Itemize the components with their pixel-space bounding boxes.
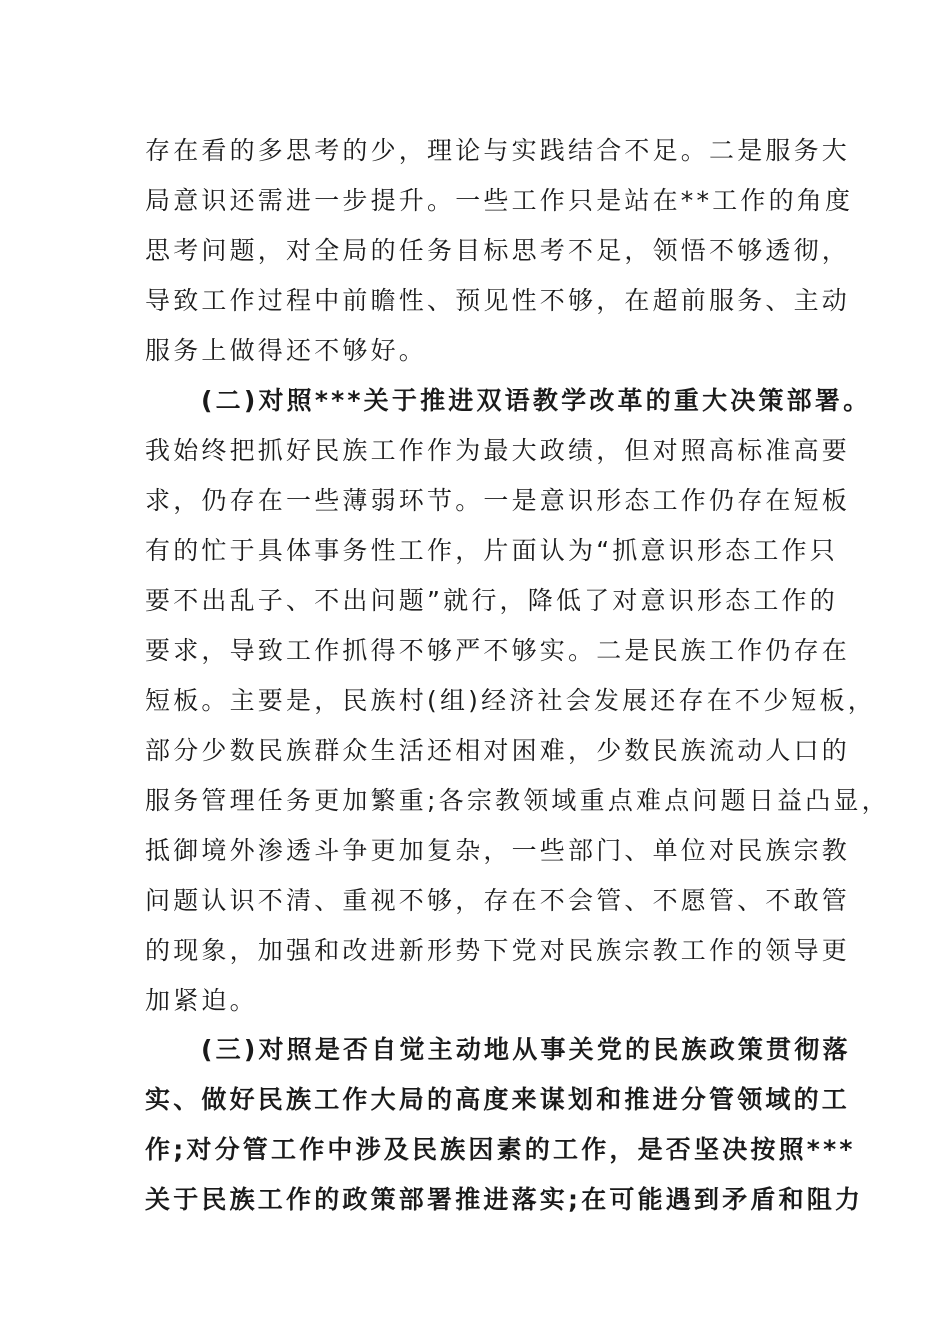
paragraph-line: 要求，导致工作抓得不够严不够实。二是民族工作仍存在 <box>145 636 851 665</box>
paragraph-line: 存在看的多思考的少，理论与实践结合不足。二是服务大 <box>145 136 851 165</box>
paragraph-line: 短板。主要是，民族村(组)经济社会发展还存在不少短板， <box>145 686 876 715</box>
paragraph-line: 问题认识不清、重视不够，存在不会管、不愿管、不敢管 <box>145 886 851 915</box>
section-heading-line: 作;对分管工作中涉及民族因素的工作，是否坚决按照*** <box>145 1135 856 1164</box>
paragraph-line: 服务管理任务更加繁重;各宗教领域重点难点问题日益凸显， <box>145 786 890 815</box>
paragraph-line: 抵御境外渗透斗争更加复杂，一些部门、单位对民族宗教 <box>145 836 851 865</box>
section-three <box>145 1025 864 1225</box>
section-heading-line: 实、做好民族工作大局的高度来谋划和推进分管领域的工 <box>145 1085 851 1114</box>
paragraph-continued <box>145 126 854 376</box>
paragraph-line: 导致工作过程中前瞻性、预见性不够，在超前服务、主动 <box>145 286 851 315</box>
paragraph-line: 思考问题，对全局的任务目标思考不足，领悟不够透彻， <box>145 236 851 265</box>
section-heading-line: (三)对照是否自觉主动地从事关党的民族政策贯彻落 <box>201 1035 851 1064</box>
paragraph-line: 部分少数民族群众生活还相对困难，少数民族流动人口的 <box>145 736 851 765</box>
paragraph-line: 的现象，加强和改进新形势下党对民族宗教工作的领导更 <box>145 936 851 965</box>
paragraph-line: 要不出乱子、不出问题”就行，降低了对意识形态工作的 <box>145 586 838 615</box>
paragraph-line: 加紧迫。 <box>145 986 258 1015</box>
paragraph-line: 服务上做得还不够好。 <box>145 336 428 365</box>
paragraph-line: 局意识还需进一步提升。一些工作只是站在**工作的角度 <box>145 186 854 215</box>
paragraph-line: 求，仍存在一些薄弱环节。一是意识形态工作仍存在短板 <box>145 486 851 515</box>
section-two <box>145 376 890 1026</box>
section-heading: (二)对照***关于推进双语教学改革的重大决策部署。 <box>201 386 872 415</box>
paragraph-line: 有的忙于具体事务性工作，片面认为“抓意识形态工作只 <box>145 536 838 565</box>
section-heading-line: 关于民族工作的政策部署推进落实;在可能遇到矛盾和阻力 <box>145 1185 864 1214</box>
paragraph-line: 我始终把抓好民族工作作为最大政绩，但对照高标准高要 <box>145 436 851 465</box>
